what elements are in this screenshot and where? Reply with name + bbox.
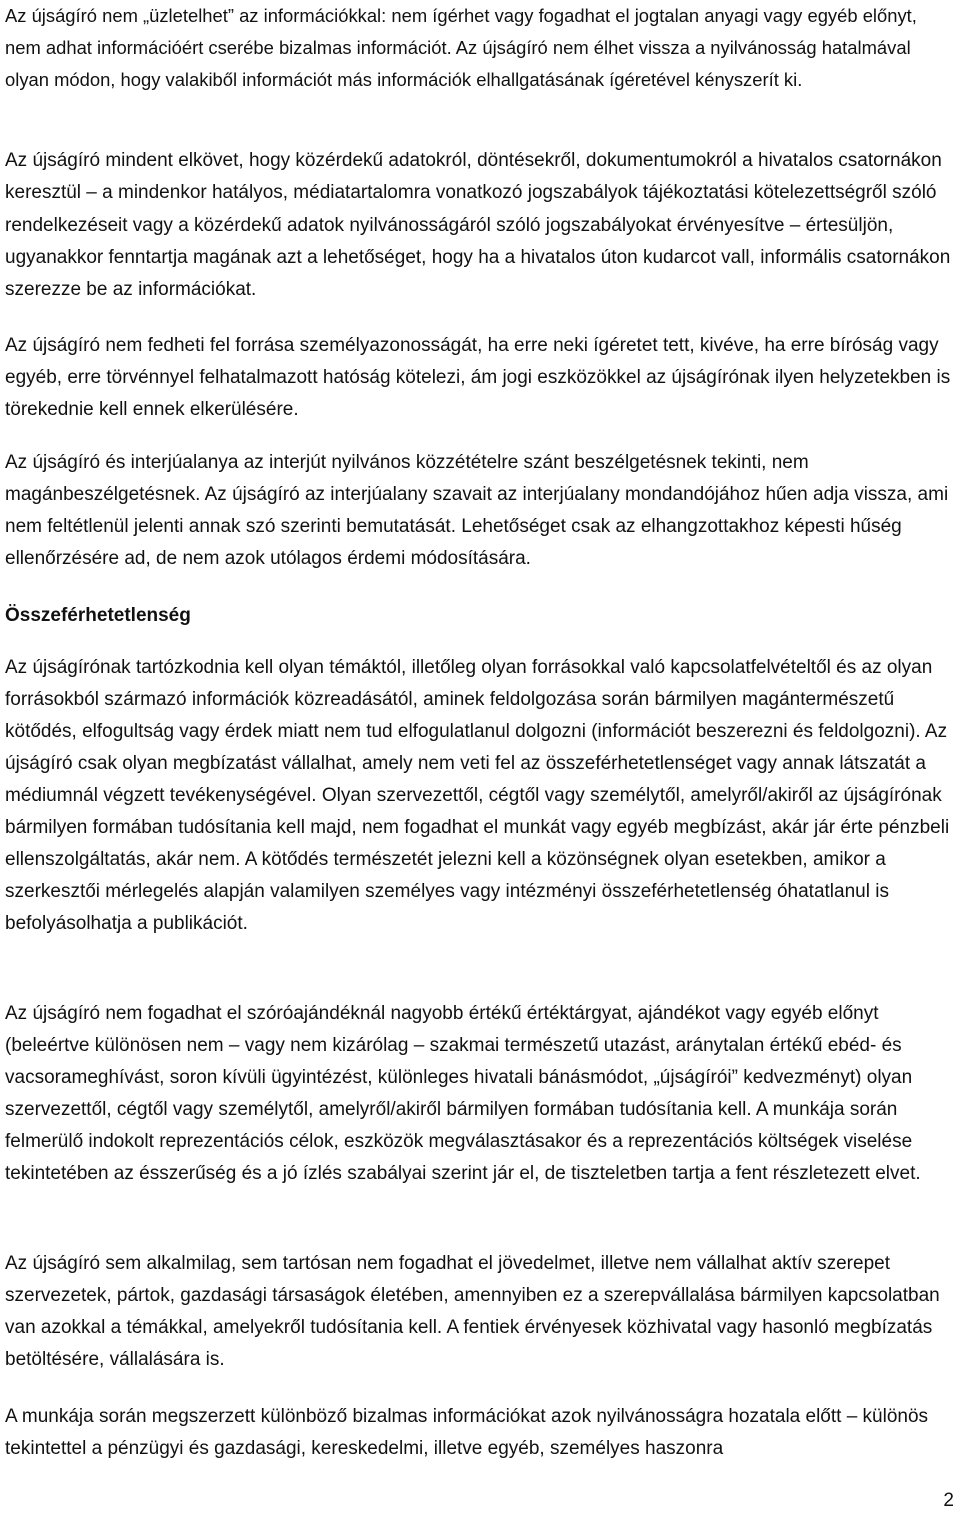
- paragraph: Az újságírónak tartózkodnia kell olyan témáktól, illetőleg olyan forrásokkal való kapcsolatfelvételtől és az olyan forrásokból származó információk közreadásától, aminek feldolgozása során bármilyen magántermészetű kötődés, elfogultság vagy érdek miatt nem tud elfogulatlanul dolgozni (információt beszerezni és feldolgozni). Az újságíró csak olyan megbízatást vállalhat, amely nem veti fel az összeférhetetlenséget vagy annak látszatát a médiumnál végzett tevékenységével. Olyan szervezettől, cégtől vagy személytől, amelyről/akiről az újságírónak bármilyen formában tudósítania kell majd, nem fogadhat el munkát vagy egyéb megbízást, akár jár érte pénzbeli ellenszolgáltatás, akár nem. A kötődés természetét jelezni kell a közönségnek olyan esetekben, amikor a szerkesztői mérlegelés alapján valamilyen személyes vagy intézményi összeférhetetlenség óhatatlanul is befolyásolhatja a publikációt.: [5, 657, 950, 934]
- paragraph: Az újságíró mindent elkövet, hogy közérdekű adatokról, döntésekről, dokumentumokról a hivatalos csatornákon keresztül – a mindenkor hatályos, médiatartalomra vonatkozó jogszabályok tájékoztatási kötelezettségről szóló rendelkezéseit vagy a közérdekű adatok nyilvánosságáról szóló jogszabályokat érvényesítve – értesüljön, ugyanakkor fenntartja magának azt a lehetőséget, hogy ha a hivatalos úton kudarcot vall, informális csatornákon szerezze be az információkat.: [5, 150, 951, 301]
- paragraph: Az újságíró nem fedheti fel forrása személyazonosságát, ha erre neki ígéretet tett, kivéve, ha erre bíróság vagy egyéb, erre törvénnyel felhatalmazott hatóság kötelezi, ám jogi eszközökkel az újságírónak ilyen helyzetekben is törekednie kell ennek elkerülésére.: [5, 335, 951, 420]
- paragraph: Az újságíró és interjúalanya az interjút nyilvános közzétételre szánt beszélgetésnek tekinti, nem magánbeszélgetésnek. Az újságíró az interjúalany szavait az interjúalany mondandójához hűen adja vissza, ami nem feltétlenül jelenti annak szó szerinti bemutatását. Lehetőséget csak az elhangzottakhoz képesti hűség ellenőrzésére ad, de nem azok utólagos érdemi módosítására.: [5, 452, 949, 569]
- page-number: 2: [943, 1490, 954, 1511]
- paragraph: Az újságíró sem alkalmilag, sem tartósan nem fogadhat el jövedelmet, illetve nem vállalhat aktív szerepet szervezetek, pártok, gazdasági társaságok életében, amennyiben ez a szerepvállalása bármilyen kapcsolatban van azokkal a témákkal, amelyekről tudósítania kell. A fentiek érvényesek közhivatal vagy hasonló megbízatás betöltésére, vállalására is.: [5, 1253, 940, 1370]
- paragraph: Az újságíró nem „üzletelhet” az információkkal: nem ígérhet vagy fogadhat el jogtalan anyagi vagy egyéb előnyt, nem adhat információért cserébe bizalmas információt. Az újságíró nem élhet vissza a nyilvánosság hatalmával olyan módon, hogy valakiből információt más információk elhallgatásának ígéretével kényszerít ki.: [5, 5, 917, 90]
- paragraph: A munkája során megszerzett különböző bizalmas információkat azok nyilvánosságra hozatala előtt – különös tekintettel a pénzügyi és gazdasági, kereskedelmi, illetve egyéb, személyes haszonra: [5, 1406, 929, 1459]
- paragraph: Az újságíró nem fogadhat el szóróajándéknál nagyobb értékű értéktárgyat, ajándékot vagy egyéb előnyt (beleértve különösen nem – vagy nem kizárólag – szakmai természetű utazást, aránytalan értékű ebéd- és vacsorameghívást, soron kívüli ügyintézést, különleges hivatali bánásmódot, „újságírói” kedvezményt) olyan szervezettől, cégtől vagy személytől, amelyről/akiről bármilyen formában tudósítania kell. A munkája során felmerülő indokolt reprezentációs célok, eszközök megválasztásakor és a reprezentációs költségek viselése tekintetében az ésszerűség és a jó ízlés szabályai szerint jár el, de tiszteletben tartja a fent részletezett elvet.: [5, 1003, 921, 1184]
- section-heading: Összeférhetetlenség: [5, 605, 191, 626]
